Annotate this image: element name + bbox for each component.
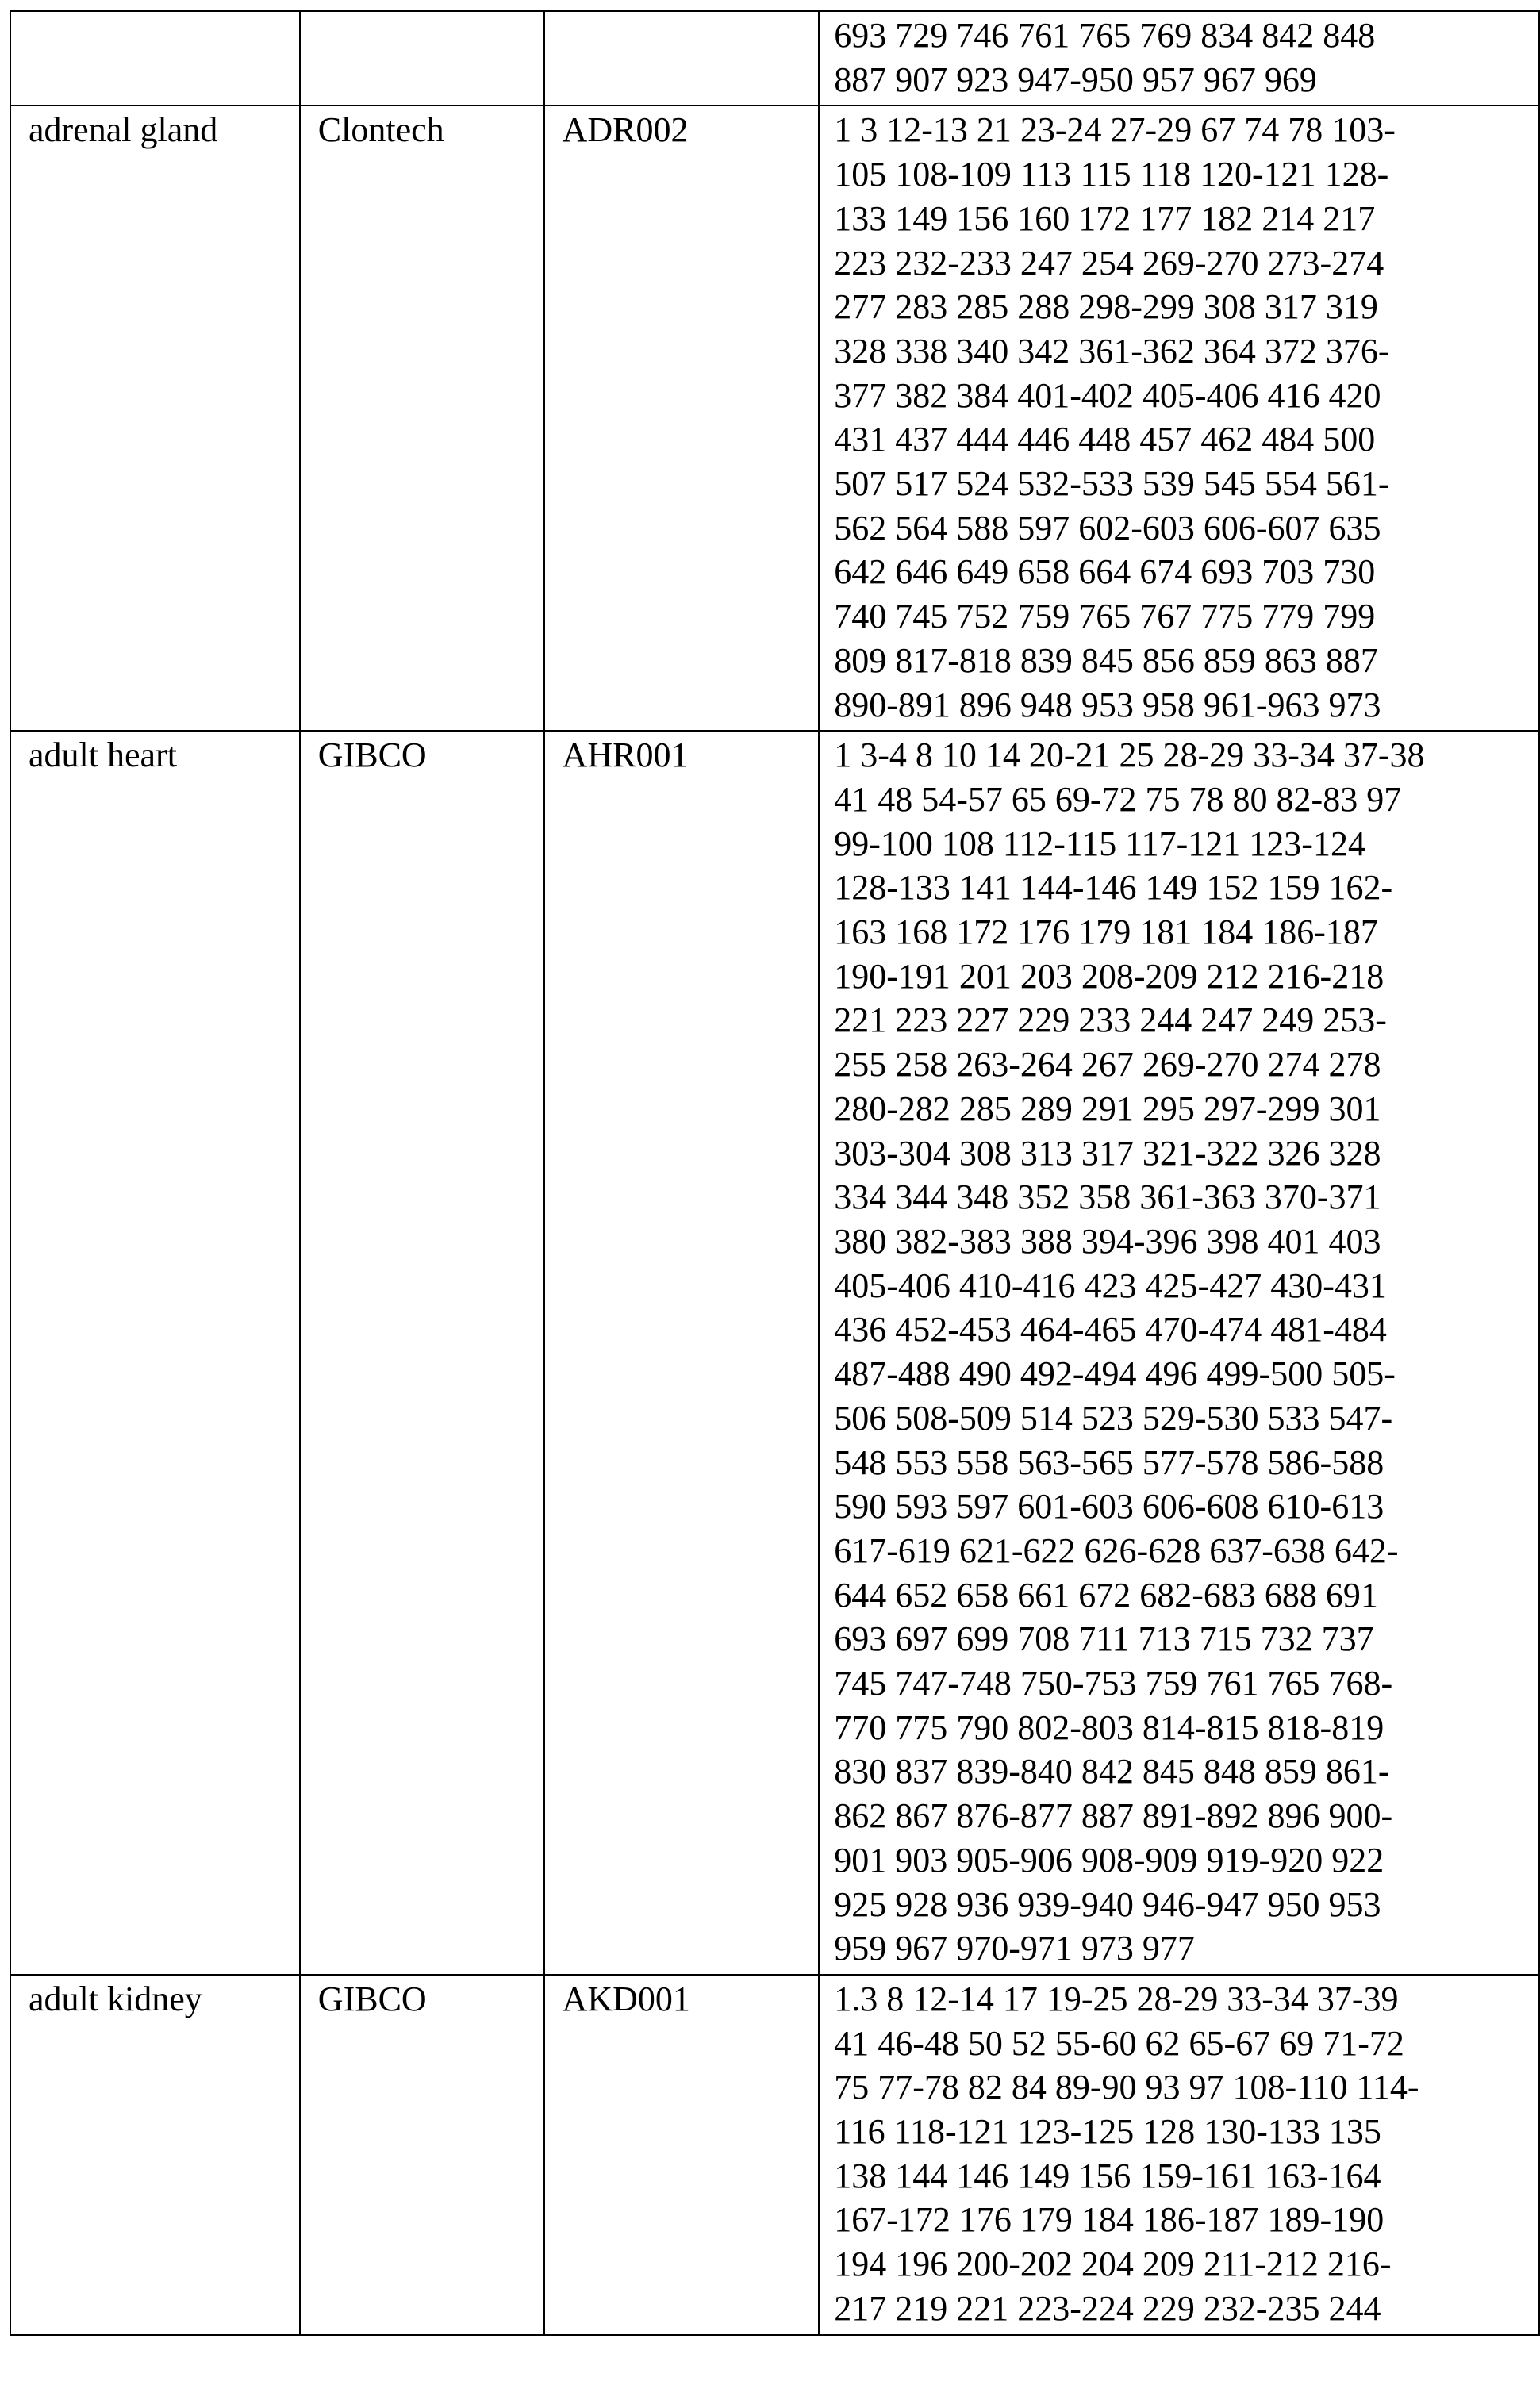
table-body [10,11,1539,2335]
source-cell: GIBCO [300,1975,544,2335]
clone-ids-line: 644 652 658 661 672 682-683 688 691 [834,1573,1538,1618]
source-cell: GIBCO [300,731,544,1975]
clone-ids-line: 138 144 146 149 156 159-161 163-164 [834,2154,1538,2199]
clone-ids-line: 562 564 588 597 602-603 606-607 635 [834,506,1538,551]
library-cell [544,11,820,106]
clone-ids-cell [819,11,1539,106]
clone-ids-line: 99-100 108 112-115 117-121 123-124 [834,822,1538,866]
clone-ids-line: 277 283 285 288 298-299 308 317 319 [834,285,1538,329]
clone-ids-line: 41 46-48 50 52 55-60 62 65-67 69 71-72 [834,2022,1538,2066]
clone-ids-line: 380 382-383 388 394-396 398 401 403 [834,1219,1538,1264]
clone-ids-line: 590 593 597 601-603 606-608 610-613 [834,1484,1538,1529]
library-cell: AHR001 [544,731,820,1975]
clone-ids-line: 809 817-818 839 845 856 859 863 887 [834,639,1538,683]
clone-ids-line: 745 747-748 750-753 759 761 765 768- [834,1661,1538,1706]
clone-ids-line: 1 3-4 8 10 14 20-21 25 28-29 33-34 37-38 [834,733,1538,778]
clone-ids-line: 194 196 200-202 204 209 211-212 216- [834,2242,1538,2287]
clone-ids-line: 901 903 905-906 908-909 919-920 922 [834,1838,1538,1883]
source-cell [300,11,544,106]
clone-ids-line: 167-172 176 179 184 186-187 189-190 [834,2198,1538,2242]
clone-ids-line: 1.3 8 12-14 17 19-25 28-29 33-34 37-39 [834,1977,1538,2022]
clone-ids-line: 770 775 790 802-803 814-815 818-819 [834,1706,1538,1750]
clone-ids-line: 693 697 699 708 711 713 715 732 737 [834,1617,1538,1661]
clone-ids-line: 1 3 12-13 21 23-24 27-29 67 74 78 103- [834,108,1538,152]
clone-ids-line: 255 258 263-264 267 269-270 274 278 [834,1043,1538,1087]
clone-ids-line: 223 232-233 247 254 269-270 273-274 [834,241,1538,286]
clone-ids-line: 642 646 649 658 664 674 693 703 730 [834,550,1538,594]
tissue-cell: adult heart [10,731,300,1975]
source-cell: Clontech [300,106,544,731]
clone-ids-cell [819,106,1539,731]
clone-ids-line: 830 837 839-840 842 845 848 859 861- [834,1749,1538,1794]
table-row [10,11,1539,106]
clone-ids-cell [819,731,1539,1975]
clone-ids-line: 431 437 444 446 448 457 462 484 500 [834,417,1538,462]
table-row [10,106,1539,731]
clone-ids-line: 487-488 490 492-494 496 499-500 505- [834,1352,1538,1396]
library-cell: ADR002 [544,106,820,731]
library-cell: AKD001 [544,1975,820,2335]
clone-ids-cell [819,1975,1539,2335]
clone-ids-line: 377 382 384 401-402 405-406 416 420 [834,374,1538,418]
tissue-cell: adrenal gland [10,106,300,731]
clone-ids-line: 405-406 410-416 423 425-427 430-431 [834,1264,1538,1308]
clone-ids-line: 217 219 221 223-224 229 232-235 244 [834,2287,1538,2331]
clone-ids-line: 548 553 558 563-565 577-578 586-588 [834,1441,1538,1485]
clone-ids-line: 959 967 970-971 973 977 [834,1926,1538,1971]
clone-ids-line: 887 907 923 947-950 957 967 969 [834,58,1538,102]
clone-ids-line: 507 517 524 532-533 539 545 554 561- [834,462,1538,506]
tissue-cell [10,11,300,106]
clone-ids-line: 506 508-509 514 523 529-530 533 547- [834,1396,1538,1441]
clone-ids-line: 163 168 172 176 179 181 184 186-187 [834,910,1538,954]
library-table [10,10,1540,2336]
clone-ids-line: 617-619 621-622 626-628 637-638 642- [834,1529,1538,1573]
clone-ids-line: 328 338 340 342 361-362 364 372 376- [834,329,1538,374]
clone-ids-line: 116 118-121 123-125 128 130-133 135 [834,2110,1538,2154]
clone-ids-line: 133 149 156 160 172 177 182 214 217 [834,197,1538,241]
clone-ids-line: 75 77-78 82 84 89-90 93 97 108-110 114- [834,2065,1538,2110]
clone-ids-line: 693 729 746 761 765 769 834 842 848 [834,13,1538,58]
clone-ids-line: 436 452-453 464-465 470-474 481-484 [834,1308,1538,1352]
clone-ids-line: 41 48 54-57 65 69-72 75 78 80 82-83 97 [834,778,1538,822]
clone-ids-line: 334 344 348 352 358 361-363 370-371 [834,1175,1538,1219]
tissue-cell: adult kidney [10,1975,300,2335]
clone-ids-line: 890-891 896 948 953 958 961-963 973 [834,683,1538,728]
table-row [10,1975,1539,2335]
clone-ids-line: 190-191 201 203 208-209 212 216-218 [834,954,1538,999]
clone-ids-line: 303-304 308 313 317 321-322 326 328 [834,1131,1538,1176]
clone-ids-line: 925 928 936 939-940 946-947 950 953 [834,1883,1538,1927]
clone-ids-line: 862 867 876-877 887 891-892 896 900- [834,1794,1538,1838]
clone-ids-line: 221 223 227 229 233 244 247 249 253- [834,998,1538,1043]
clone-ids-line: 128-133 141 144-146 149 152 159 162- [834,866,1538,910]
table-row [10,731,1539,1975]
clone-ids-line: 105 108-109 113 115 118 120-121 128- [834,152,1538,197]
clone-ids-line: 280-282 285 289 291 295 297-299 301 [834,1087,1538,1131]
clone-ids-line: 740 745 752 759 765 767 775 779 799 [834,594,1538,639]
